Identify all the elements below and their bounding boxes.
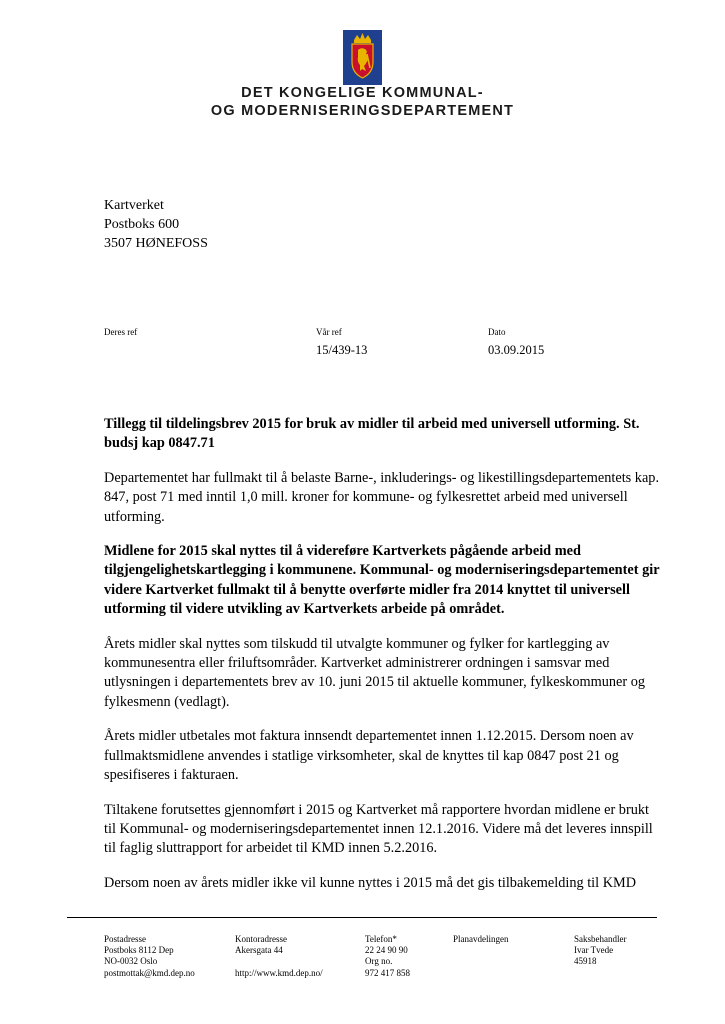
kontoradresse-url[interactable]: http://www.kmd.dep.no/ (235, 967, 323, 978)
coat-of-arms-icon (343, 30, 382, 85)
department-name (0, 84, 725, 120)
letter-body (104, 415, 664, 908)
dato-label: Dato (488, 327, 506, 337)
body-paragraph: Årets midler skal nyttes som tilskudd til utvalgte kommuner og fylker for kartlegging av kommunesentra eller friluftsområder. Kartverket administrerer ordningen i samsvar med utlysningen i departementets brev av 10. juni 2015 til aktuelle kommuner, fylkeskommuner og fylkesmenn (vedlagt). (104, 635, 646, 710)
recipient-city: 3507 HØNEFOSS (104, 236, 208, 251)
telefon-value: 22 24 90 90 (365, 945, 408, 956)
recipient-name: Kartverket (104, 198, 164, 213)
var-ref-label: Vår ref (316, 327, 342, 337)
postadresse-line-1: Postboks 8112 Dep (104, 945, 174, 956)
recipient-postbox: Postboks 600 (104, 217, 180, 232)
org-label: Org no. (365, 956, 393, 967)
postadresse-line-2: NO-0032 Oslo (104, 956, 158, 967)
saksbehandler-phone: 45918 (574, 956, 597, 967)
footer-avdeling (453, 934, 509, 945)
var-ref-value: 15/439-13 (316, 343, 368, 357)
footer-saksbehandler (574, 934, 626, 968)
saksbehandler-name: Ivar Tvede (574, 945, 614, 956)
body-paragraph: Midlene for 2015 skal nyttes til å videreføre Kartverkets pågående arbeid med tilgjengelighetskartlegging i kommunene. Kommunal- og moderniseringsdepartementet gir videre Kartverket fullmakt til å benytte overførte midler fra 2014 knyttet til universell utforming til videre utvikling av Kartverkets arbeide på området. (104, 543, 660, 618)
postadresse-label: Postadresse (104, 934, 146, 944)
department-line-2: OG MODERNISERINGSDEPARTEMENT (210, 103, 515, 119)
postadresse-email[interactable]: postmottak@kmd.dep.no (104, 967, 195, 978)
footer-kontoradresse (235, 934, 323, 979)
recipient-address (104, 196, 208, 253)
kontoradresse-line-1: Akersgata 44 (235, 945, 283, 956)
footer-postadresse (104, 934, 195, 979)
body-paragraph: Dersom noen av årets midler ikke vil kunne nyttes i 2015 må det gis tilbakemelding til KMD (104, 874, 637, 891)
letter-subject: Tillegg til tildelingsbrev 2015 for bruk av midler til arbeid med universell utforming. St. budsj kap 0847.71 (104, 416, 640, 452)
body-paragraph: Årets midler utbetales mot faktura innsendt departementet innen 1.12.2015. Dersom noen av fullmaktsmidlene anvendes i statlige virksomheter, skal de knyttes til kap 0847 post 21 og spesifiseres i fakturaen. (104, 728, 634, 784)
body-paragraph: Tiltakene forutsettes gjennomført i 2015 og Kartverket må rapportere hvordan midlene er brukt til Kommunal- og moderniseringsdepartementet innen 12.1.2016. Videre må det leveres innspill til faglig sluttrapport for arbeidet til KMD innen 5.2.2016. (104, 801, 653, 857)
deres-ref-label: Deres ref (104, 327, 138, 337)
org-value: 972 417 858 (365, 967, 410, 978)
telefon-label: Telefon* (365, 934, 397, 944)
footer-divider (67, 917, 657, 918)
footer-telefon (365, 934, 410, 979)
saksbehandler-label: Saksbehandler (574, 934, 627, 944)
dato-value: 03.09.2015 (488, 343, 545, 357)
avdeling-name: Planavdelingen (453, 934, 509, 944)
body-paragraph: Departementet har fullmakt til å belaste Barne-, inkluderings- og likestillingsdepartementets kap. 847, post 71 med inntil 1,0 mill. kroner for kommune- og fylkesrettet arbeid med universell utforming. (104, 469, 660, 525)
kontoradresse-label: Kontoradresse (235, 934, 287, 944)
department-line-1: DET KONGELIGE KOMMUNAL- (241, 85, 484, 101)
